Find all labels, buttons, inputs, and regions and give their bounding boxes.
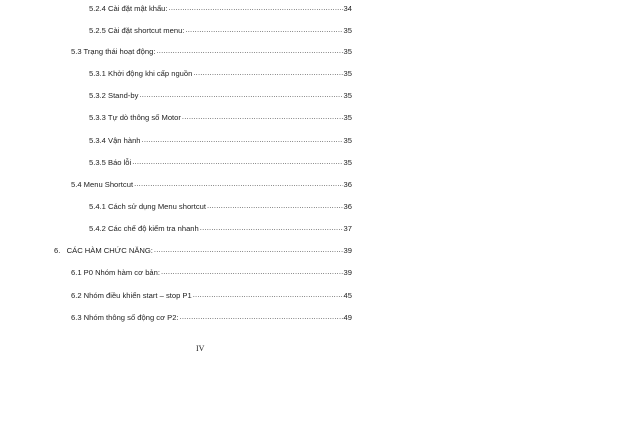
toc-page-number: 39 bbox=[343, 268, 352, 277]
toc-page-number: 39 bbox=[343, 246, 352, 255]
toc-page-number: 35 bbox=[343, 158, 352, 167]
toc-entry-label: 5.2.4 Cài đặt mật khẩu: bbox=[89, 4, 168, 13]
toc-entry-5-3-1[interactable] bbox=[89, 69, 352, 79]
toc-entry-label: 5.3 Trạng thái hoạt động: bbox=[71, 47, 156, 56]
toc-page-number: 35 bbox=[343, 47, 352, 56]
toc-entry-6-2[interactable] bbox=[71, 291, 352, 301]
toc-entry-label: 5.2.5 Cài đặt shortcut menu: bbox=[89, 26, 185, 35]
toc-dot-leader bbox=[161, 267, 343, 277]
toc-page-number: 36 bbox=[343, 180, 352, 189]
toc-entry-5-3-3[interactable] bbox=[89, 113, 352, 123]
toc-dot-leader bbox=[193, 68, 342, 78]
page-number-footer: IV bbox=[196, 344, 205, 353]
toc-entry-label: 5.3.2 Stand-by bbox=[89, 91, 139, 100]
toc-dot-leader bbox=[132, 157, 342, 167]
toc-page-number: 35 bbox=[343, 26, 352, 35]
toc-entry-5-2-4[interactable] bbox=[89, 4, 352, 14]
toc-dot-leader bbox=[154, 245, 343, 255]
toc-dot-leader bbox=[169, 3, 343, 13]
toc-entry-label: 5.3.4 Vận hành bbox=[89, 136, 141, 145]
toc-entry-label: 5.3.3 Tự dò thông số Motor bbox=[89, 113, 181, 122]
toc-dot-leader bbox=[207, 201, 343, 211]
toc-entry-5-4[interactable] bbox=[71, 180, 352, 190]
toc-entry-label: 5.4.1 Cách sử dụng Menu shortcut bbox=[89, 202, 206, 211]
toc-entry-5-3-2[interactable] bbox=[89, 91, 352, 101]
toc-entry-6[interactable] bbox=[54, 246, 352, 256]
toc-entry-5-4-1[interactable] bbox=[89, 202, 352, 212]
toc-page-number: 35 bbox=[343, 113, 352, 122]
toc-page-number: 36 bbox=[343, 202, 352, 211]
toc-entry-6-1[interactable] bbox=[71, 268, 352, 278]
toc-page-number: 35 bbox=[343, 136, 352, 145]
toc-entry-label: 5.3.5 Báo lỗi bbox=[89, 158, 132, 167]
toc-entry-label: 6.2 Nhóm điều khiển start – stop P1 bbox=[71, 291, 192, 300]
toc-dot-leader bbox=[180, 312, 343, 322]
toc-entry-label: 5.4 Menu Shortcut bbox=[71, 180, 134, 189]
toc-page-number: 34 bbox=[343, 4, 352, 13]
toc-entry-6-3[interactable] bbox=[71, 313, 352, 323]
toc-page-number: 35 bbox=[343, 91, 352, 100]
toc-dot-leader bbox=[139, 90, 342, 100]
toc-entry-label: 6. CÁC HÀM CHỨC NĂNG: bbox=[54, 246, 153, 255]
toc-dot-leader bbox=[182, 112, 343, 122]
toc-entry-5-3-5[interactable] bbox=[89, 158, 352, 168]
toc-entry-5-3-4[interactable] bbox=[89, 136, 352, 146]
toc-page-number: 35 bbox=[343, 69, 352, 78]
toc-page-number: 49 bbox=[343, 313, 352, 322]
toc-entry-label: 5.3.1 Khởi động khi cấp nguồn bbox=[89, 69, 193, 78]
toc-entry-5-4-2[interactable] bbox=[89, 224, 352, 234]
toc-dot-leader bbox=[193, 290, 343, 300]
toc-page-number: 45 bbox=[343, 291, 352, 300]
toc-entry-label: 6.3 Nhóm thông số động cơ P2: bbox=[71, 313, 179, 322]
toc-entry-5-3[interactable] bbox=[71, 47, 352, 57]
toc-entry-5-2-5[interactable] bbox=[89, 26, 352, 36]
toc-dot-leader bbox=[134, 179, 342, 189]
toc-dot-leader bbox=[142, 135, 343, 145]
toc-dot-leader bbox=[156, 46, 342, 56]
toc-entry-label: 6.1 P0 Nhóm hàm cơ bản: bbox=[71, 268, 160, 277]
toc-page-number: 37 bbox=[343, 224, 352, 233]
toc-entry-label: 5.4.2 Các chế độ kiểm tra nhanh bbox=[89, 224, 199, 233]
toc-dot-leader bbox=[185, 25, 342, 35]
toc-dot-leader bbox=[200, 223, 343, 233]
